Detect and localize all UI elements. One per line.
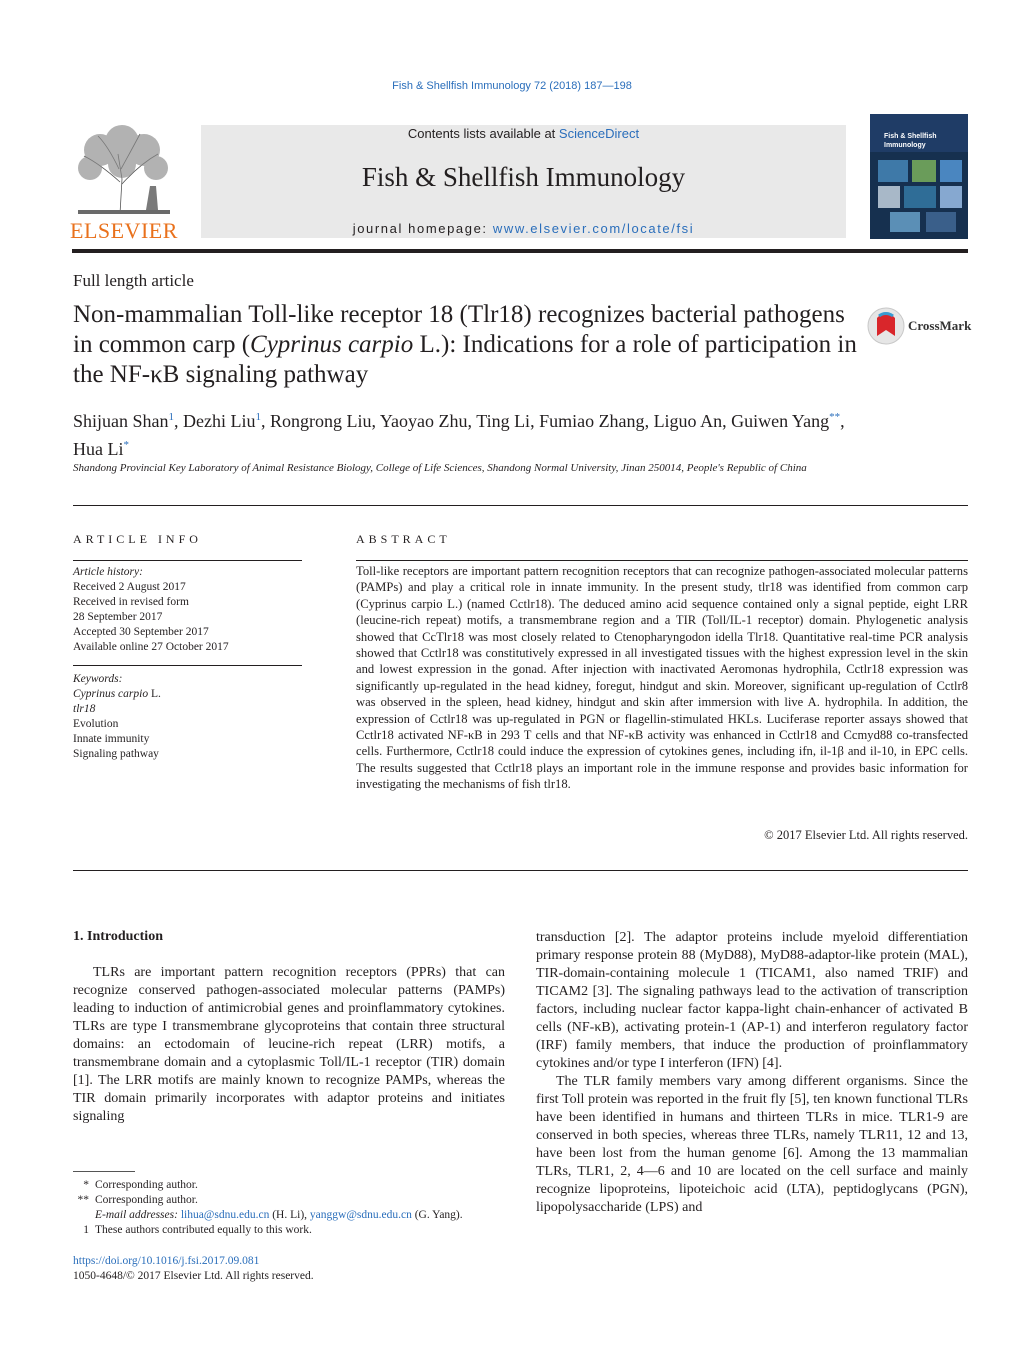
intro-left-column <box>73 964 505 1126</box>
keyword-item: tlr18 <box>73 703 96 715</box>
author-mark[interactable]: ** <box>829 411 841 423</box>
author-name: Hua Li <box>73 439 124 459</box>
email-label: E-mail addresses: <box>95 1209 181 1221</box>
author-name: Liguo An <box>653 411 723 431</box>
footnote <box>73 1193 505 1208</box>
author-mark[interactable]: 1 <box>168 411 175 423</box>
keywords-rule <box>73 665 302 666</box>
abstract-heading: ABSTRACT <box>356 532 451 546</box>
article-type: Full length article <box>73 271 194 290</box>
history-item: Received in revised form <box>73 596 189 608</box>
intro-paragraph: TLRs are important pattern recognition receptors (PPRs) that can recognize conserved pathogen-associated molecular patterns (PAMPs) leading to induction of antimicrobial genes and proinflammatory cytokines. TLRs are type I transmembrane glycoproteins that contain three structural domains: an ectodomain of leucine-rich repeat (LRR) motifs, a transmembrane domain and a cytoplasmic Toll/IL-1 receptor (TIR) domain [1]. The LRR motifs are mainly known to recognize PAMPs, whereas the TIR domain primarily incorporates with adaptor proteins and initiates signaling <box>73 965 505 1124</box>
history-label: Article history: <box>73 566 143 578</box>
elsevier-tree-logo <box>70 124 176 218</box>
author-name: Fumiao Zhang <box>539 411 645 431</box>
footnote-mark: * <box>83 1179 89 1191</box>
history-item: 28 September 2017 <box>73 611 163 623</box>
contents-prefix: Contents lists available at <box>407 126 559 141</box>
author-name: Ting Li <box>476 411 531 431</box>
footnote-mark: 1 <box>83 1224 89 1236</box>
author-name: Guiwen Yang <box>731 411 830 431</box>
journal-homepage <box>201 221 846 236</box>
title-species: Cyprinus carpio <box>250 331 414 358</box>
header-rule <box>72 249 968 253</box>
issn-line: 1050-4648/© 2017 Elsevier Ltd. All rights reserved. <box>73 1270 314 1282</box>
intro-paragraph: The TLR family members vary among different organisms. Since the first Toll protein was reported in the fruit fly [5], ten known functional TLRs have been identified in humans and thirteen TLRs in mice. TLR1-9 are conserved in both species, whereas three TLRs, namely TLR11, 12 and 13, have been lost from the human genome [6]. Among the 13 mammalian TLRs, TLR1, 2, 4—6 and 10 are located on the cell surface and mainly recognize lipoproteins, lipoteichoic acid (LTA), peptidoglycans (PGN), lipopolysaccharide (LPS) and <box>536 1074 968 1215</box>
abstract-text: Toll-like receptors are important pattern recognition receptors that can recognize pathogen-associated molecular patterns (PAMPs) and play a critical role in innate immunity. In the present study, tlr18 was identified from common carp (Cyprinus carpio L.) (named Cctlr18). The deduced amino acid sequence contained only a signal peptide, eight LRR (leucine-rich repeat) motifs, a transmembrane region and a TIR (Toll/IL-1 receptor) domain. Phylogenetic analysis showed that CcTlr18 was most closely related to Ctenopharyngodon idella Tlr18. Quantitative real-time PCR analysis showed that Cctlr18 was constitutively expressed in all investigated tissues with the highest expression level in the skin and lowest expression in the gonad. After injection with inactivated Aeromonas hydrophila, Cctlr18 expression was significantly up-regulated in the head kidney, foregut, hindgut and skin. Moreover, significant up-regulation of Cctlr8 was observed in the spleen, head kidney, hindgut and skin after immersion with live A. hydrophila. In addition, the expression of Cctlr18 was up-regulated in PGN or flagellin-stimulated HKLs. Luciferase reporter assays showed that Cctlr18 activated NF-κB in 293 T cells and that NF-κB activity was enhanced in Cctlr18 and Ccmyd88 co-transfected cells. Furthermore, Cctlr18 could induce the expression of cytokines genes, including ifn, il-1β and il-10, in EPC cells. The results suggested that Cctlr18 plays an important role in the immune response and provides basic information for investigating the mechanisms of fish tlr18. <box>356 564 968 792</box>
footnote-text: These authors contributed equally to this work. <box>95 1224 312 1236</box>
page-footer <box>73 1254 314 1284</box>
email-link[interactable]: lihua@sdnu.edu.cn <box>180 1209 270 1221</box>
footnote <box>73 1178 505 1193</box>
email-link[interactable]: yanggw@sdnu.edu.cn <box>309 1209 412 1221</box>
article-history <box>73 565 303 655</box>
affiliation: Shandong Provincial Key Laboratory of Animal Resistance Biology, College of Life Sciences, Shandong Normal University, Jinan 250014, People's Republic of China <box>73 462 807 474</box>
footnote-rule <box>73 1171 135 1172</box>
crossmark-icon <box>866 306 906 346</box>
contents-line <box>201 126 846 141</box>
intro-heading: 1. Introduction <box>73 929 163 944</box>
elsevier-wordmark: ELSEVIER <box>70 218 178 243</box>
author-name: Dezhi Liu <box>183 411 256 431</box>
abstract-rule <box>356 560 968 561</box>
homepage-prefix: journal homepage: <box>352 221 493 236</box>
footnote-mark: ** <box>77 1194 89 1206</box>
author-name: Shijuan Shan <box>73 411 169 431</box>
keyword-item: Signaling pathway <box>73 748 159 760</box>
author-list: Shijuan Shan$^1$, Dezhi Liu$^1$, Rongrong Liu, Yaoyao Zhu, Ting Li, Fumiao Zhang, Liguo An, Guiwen Yang**, Hua Li* <box>73 411 845 459</box>
journal-cover <box>870 114 968 239</box>
keywords <box>73 672 303 762</box>
email-owner: (G. Yang). <box>411 1209 463 1221</box>
journal-name: Fish & Shellfish Immunology <box>361 162 686 192</box>
keyword-item: Innate immunity <box>73 733 150 745</box>
author-mark[interactable]: 1 <box>255 411 261 423</box>
abstract-copyright: © 2017 Elsevier Ltd. All rights reserved. <box>764 828 968 842</box>
doi-link[interactable]: https://doi.org/10.1016/j.fsi.2017.09.081 <box>73 1255 260 1267</box>
homepage-link[interactable]: www.elsevier.com/locate/fsi <box>492 221 695 236</box>
sciencedirect-link[interactable]: ScienceDirect <box>558 126 640 141</box>
title-part1: Non-mammalian Toll-like receptor 18 (Tlr18) recognizes bacterial pathogens in common carp ( <box>73 301 845 358</box>
author-name: Rongrong Liu <box>270 411 372 431</box>
email-owner: (H. Li), <box>269 1209 310 1221</box>
keyword-item: Cyprinus carpio L. <box>73 688 161 700</box>
article-info-heading: ARTICLE INFO <box>73 532 202 546</box>
keyword-item: Evolution <box>73 718 119 730</box>
footnote <box>73 1223 505 1238</box>
cover-artwork <box>870 152 968 239</box>
affiliation-rule <box>73 505 968 506</box>
cover-title: Fish & Shellfish Immunology <box>884 133 937 149</box>
footnote-emails <box>73 1208 505 1223</box>
history-item: Available online 27 October 2017 <box>73 641 229 653</box>
article-title <box>73 300 863 390</box>
keyword-species: Cyprinus carpio <box>73 688 149 700</box>
keywords-label: Keywords: <box>73 673 123 685</box>
running-head[interactable]: Fish & Shellfish Immunology 72 (2018) 187—198 <box>392 80 632 92</box>
history-item: Accepted 30 September 2017 <box>73 626 209 638</box>
intro-paragraph: transduction [2]. The adaptor proteins include myeloid differentiation primary response protein 88 (MyD88), MyD88-adaptor-like protein (MAL), TIR-domain-containing molecule 1 (TICAM1, also named TRIF) and TICAM2 [3]. The signaling pathways lead to the activation of transcription factors, including nuclear factor kappa-light chain-enhancer of activated B cells (NF-κB), activating protein-1 (AP-1) and interferon regulatory factor (IRF) family members, that induce the production of proinflammatory cytokines and/or type I interferon (IFN) [4]. <box>536 930 968 1071</box>
title-part2: L.): Indications for a role of participation in the NF-κB signaling pathway <box>73 331 857 388</box>
crossmark-label: CrossMark <box>908 318 972 333</box>
author-name: Yaoyao Zhu <box>379 411 468 431</box>
crossmark-badge[interactable] <box>866 306 972 346</box>
footnote-text: Corresponding author. <box>95 1179 198 1191</box>
intro-right-column <box>536 929 968 1217</box>
author-mark[interactable]: * <box>123 439 129 451</box>
article-info-rule <box>73 560 302 561</box>
footnotes <box>73 1178 505 1238</box>
footnote-text: Corresponding author. <box>95 1194 198 1206</box>
abstract-bottom-rule <box>73 870 968 871</box>
history-item: Received 2 August 2017 <box>73 581 186 593</box>
